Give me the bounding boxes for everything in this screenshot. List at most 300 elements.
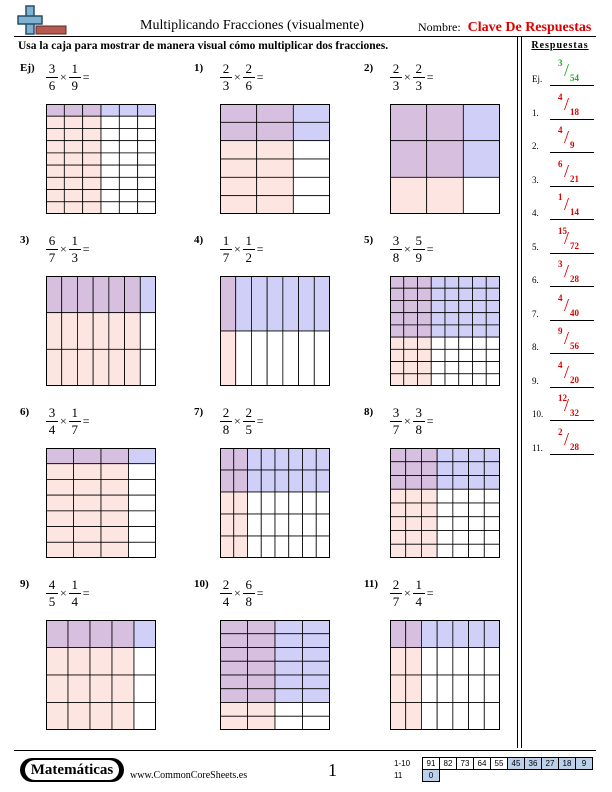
second-fraction <box>413 578 425 608</box>
grid-cell <box>77 313 93 350</box>
grid-cell <box>220 703 248 717</box>
grid-cell <box>275 661 303 675</box>
grid-cell <box>220 470 234 492</box>
grid-cell <box>257 159 294 177</box>
second-fraction <box>413 234 425 264</box>
grid-cell <box>418 337 432 349</box>
denominator: 9 <box>71 77 79 93</box>
grid-cell <box>101 104 119 116</box>
answer-line[interactable] <box>550 219 594 220</box>
grid-cell <box>261 536 275 558</box>
grid-cell <box>390 288 404 300</box>
grid-cell <box>390 648 406 676</box>
grid-cell <box>119 190 137 202</box>
grid-cell <box>404 288 418 300</box>
grid-cell <box>293 104 330 122</box>
grid-cell <box>101 177 119 189</box>
answer-label: 4. <box>532 208 539 218</box>
denominator: 4 <box>222 593 230 609</box>
grid-cell <box>64 177 82 189</box>
grid-cell <box>390 476 406 490</box>
grid-cell <box>390 517 406 531</box>
numerator: 2 <box>220 406 232 422</box>
grid-cell <box>437 531 453 545</box>
grid-cell <box>101 527 129 543</box>
grid-cell <box>437 517 453 531</box>
answer-line[interactable] <box>550 420 594 421</box>
grid-cell <box>390 177 427 214</box>
grid-cell <box>68 620 90 648</box>
grid-cell <box>404 300 418 312</box>
grid-cell <box>129 542 157 558</box>
grid-cell <box>418 374 432 386</box>
grid-cell <box>138 190 156 202</box>
denominator: 6 <box>48 77 56 93</box>
grid-cell <box>431 337 445 349</box>
area-model-grid[interactable] <box>390 620 500 730</box>
area-model-grid[interactable] <box>46 448 156 558</box>
grid-cell <box>390 362 404 374</box>
answer-numerator: 1 <box>558 192 563 202</box>
grid-cell <box>275 675 303 689</box>
answer-label: 8. <box>532 342 539 352</box>
grid-cell <box>83 128 101 140</box>
grid-cell <box>248 703 276 717</box>
grid-cell <box>473 337 487 349</box>
grid-cell <box>112 648 134 676</box>
answer-denominator: 40 <box>570 307 579 318</box>
grid-cell <box>93 313 109 350</box>
area-model-grid[interactable] <box>46 620 156 730</box>
answer-line[interactable] <box>550 253 594 254</box>
fraction-slash: / <box>564 160 570 181</box>
grid-cell <box>275 492 289 514</box>
first-fraction <box>220 578 232 608</box>
grid-cell <box>303 514 317 536</box>
grid-cell <box>46 648 68 676</box>
grid-cell <box>64 153 82 165</box>
grid-cell <box>138 165 156 177</box>
grid-cell <box>427 177 464 214</box>
grid-cell <box>138 141 156 153</box>
grid-cell <box>248 648 276 662</box>
grid-cell <box>303 716 331 730</box>
problem-number: 10) <box>194 578 209 590</box>
denominator: 8 <box>415 421 423 437</box>
grid-cell <box>316 514 330 536</box>
first-fraction <box>390 234 402 264</box>
grid-cell <box>125 276 141 313</box>
equals-sign: = <box>426 413 434 428</box>
grid-cell <box>289 536 303 558</box>
first-fraction <box>46 234 58 264</box>
answer-denominator: 18 <box>570 106 579 117</box>
grid-cell <box>293 141 330 159</box>
grid-cell <box>46 675 68 703</box>
grid-cell <box>64 116 82 128</box>
grid-cell <box>459 374 473 386</box>
grid-cell <box>316 470 330 492</box>
fraction-expression <box>46 406 92 436</box>
grid-cell <box>445 313 459 325</box>
grid-cell <box>236 276 252 331</box>
denominator: 8 <box>392 249 400 265</box>
grid-cell <box>77 276 93 313</box>
grid-cell <box>445 337 459 349</box>
answer-denominator: 9 <box>570 140 575 150</box>
problem-10 <box>194 578 354 748</box>
area-model-grid[interactable] <box>390 276 500 386</box>
fraction-slash: / <box>564 93 570 114</box>
grid-cell <box>46 479 74 495</box>
equals-sign: = <box>82 585 90 600</box>
denominator: 8 <box>222 421 230 437</box>
answer-row <box>532 125 596 155</box>
area-model-grid[interactable] <box>220 104 330 214</box>
numerator: 2 <box>220 578 232 594</box>
answer-fraction <box>556 393 586 419</box>
grid-cell <box>275 648 303 662</box>
fraction-slash: / <box>564 361 570 382</box>
grid-cell <box>453 675 469 703</box>
score-cell: 45 <box>508 758 525 770</box>
grid-cell <box>486 325 500 337</box>
answer-denominator: 20 <box>570 374 579 385</box>
denominator: 4 <box>48 421 56 437</box>
grid-cell <box>134 648 156 676</box>
first-fraction <box>390 406 402 436</box>
grid-cell <box>463 177 500 214</box>
grid-cell <box>267 331 283 386</box>
denominator: 7 <box>392 421 400 437</box>
grid-cell <box>404 313 418 325</box>
grid-cell <box>220 634 248 648</box>
answer-numerator: 15 <box>558 225 567 236</box>
grid-cell <box>289 470 303 492</box>
grid-cell <box>484 462 500 476</box>
grid-cell <box>421 462 437 476</box>
grid-cell <box>129 464 157 480</box>
answer-denominator: 54 <box>570 73 579 83</box>
grid-cell <box>275 514 289 536</box>
grid-cell <box>484 620 500 648</box>
grid-cell <box>418 276 432 288</box>
grid-cell <box>418 349 432 361</box>
numerator: 2 <box>390 62 402 78</box>
grid-cell <box>234 536 248 558</box>
grid-cell <box>469 489 485 503</box>
grid-cell <box>83 177 101 189</box>
answer-label: 5. <box>532 241 539 252</box>
grid-cell <box>248 620 276 634</box>
grid-cell <box>109 349 125 386</box>
grid-cell <box>275 634 303 648</box>
numerator: 1 <box>243 234 255 250</box>
grid-cell <box>101 495 129 511</box>
grid-cell <box>390 337 404 349</box>
grid-cell <box>261 448 275 470</box>
grid-cell <box>316 536 330 558</box>
grid-cell <box>64 141 82 153</box>
answer-label: 9. <box>532 375 539 386</box>
answer-line[interactable] <box>550 387 594 388</box>
grid-cell <box>220 620 248 634</box>
grid-cell <box>406 531 422 545</box>
grid-cell <box>431 374 445 386</box>
second-fraction <box>243 234 255 264</box>
times-sign: × <box>234 69 241 84</box>
grid-cell <box>418 325 432 337</box>
grid-cell <box>431 300 445 312</box>
grid-cell <box>484 531 500 545</box>
grid-cell <box>119 202 137 214</box>
grid-cell <box>46 464 74 480</box>
grid-cell <box>46 276 62 313</box>
grid-cell <box>404 325 418 337</box>
answer-line[interactable] <box>550 320 594 321</box>
area-model-grid[interactable] <box>390 104 500 214</box>
grid-cell <box>251 276 267 331</box>
score-row-label: 1-10 <box>394 759 411 768</box>
grid-cell <box>248 448 262 470</box>
fraction-slash: / <box>564 127 570 147</box>
answer-line[interactable] <box>550 454 594 455</box>
grid-cell <box>463 104 500 141</box>
grid-cell <box>46 128 64 140</box>
grid-cell <box>138 128 156 140</box>
grid-cell <box>484 517 500 531</box>
times-sign: × <box>60 413 67 428</box>
second-fraction <box>243 578 255 608</box>
grid-cell <box>427 141 464 178</box>
grid-cell <box>293 159 330 177</box>
problem-5 <box>364 234 524 404</box>
answer-line[interactable] <box>550 85 594 86</box>
problem-2 <box>364 62 524 232</box>
score-row <box>394 758 593 770</box>
grid-cell <box>469 476 485 490</box>
grid-cell <box>138 202 156 214</box>
grid-cell <box>453 648 469 676</box>
grid-cell <box>220 689 248 703</box>
fraction-slash: / <box>564 428 570 449</box>
grid-cell <box>220 122 257 140</box>
area-model-grid[interactable] <box>220 448 330 558</box>
answer-key-label: Clave De Respuestas <box>467 20 592 35</box>
grid-cell <box>453 703 469 731</box>
grid-cell <box>112 675 134 703</box>
grid-cell <box>453 503 469 517</box>
grid-cell <box>140 276 156 313</box>
grid-cell <box>421 503 437 517</box>
grid-cell <box>257 196 294 214</box>
subject-badge <box>20 758 124 782</box>
grid-cell <box>64 202 82 214</box>
fraction-expression <box>46 578 92 608</box>
answer-line[interactable] <box>550 286 594 287</box>
grid-cell <box>234 514 248 536</box>
grid-cell <box>404 362 418 374</box>
grid-cell <box>437 675 453 703</box>
first-fraction <box>390 578 402 608</box>
times-sign: × <box>404 413 411 428</box>
grid-cell <box>251 331 267 386</box>
grid-cell <box>220 492 234 514</box>
answer-line[interactable] <box>550 353 594 354</box>
grid-cell <box>138 116 156 128</box>
grid-cell <box>83 116 101 128</box>
grid-cell <box>138 153 156 165</box>
score-cell: 55 <box>491 758 508 770</box>
grid-cell <box>303 492 317 514</box>
grid-cell <box>46 527 74 543</box>
grid-cell <box>303 620 331 634</box>
grid-cell <box>303 634 331 648</box>
answer-row <box>532 393 596 423</box>
fraction-slash: / <box>564 60 570 80</box>
grid-cell <box>314 331 330 386</box>
grid-cell <box>453 462 469 476</box>
grid-cell <box>74 511 102 527</box>
times-sign: × <box>60 241 67 256</box>
grid-cell <box>459 337 473 349</box>
grid-cell <box>101 542 129 558</box>
grid-cell <box>83 141 101 153</box>
numerator: 3 <box>390 234 402 250</box>
grid-cell <box>275 620 303 634</box>
grid-cell <box>303 448 317 470</box>
times-sign: × <box>404 585 411 600</box>
score-cell: 27 <box>542 758 559 770</box>
grid-cell <box>469 620 485 648</box>
grid-cell <box>445 288 459 300</box>
answer-line[interactable] <box>550 186 594 187</box>
denominator: 6 <box>245 77 253 93</box>
grid-cell <box>74 527 102 543</box>
grid-cell <box>119 165 137 177</box>
first-fraction <box>220 234 232 264</box>
grid-cell <box>293 196 330 214</box>
grid-cell <box>390 620 406 648</box>
denominator: 5 <box>245 421 253 437</box>
grid-cell <box>46 313 62 350</box>
grid-cell <box>418 288 432 300</box>
grid-cell <box>421 675 437 703</box>
area-model-grid[interactable] <box>46 104 156 214</box>
numerator: 1 <box>69 578 81 594</box>
grid-cell <box>390 141 427 178</box>
times-sign: × <box>404 241 411 256</box>
score-cell: 18 <box>559 758 576 770</box>
grid-cell <box>473 288 487 300</box>
grid-cell <box>299 276 315 331</box>
grid-cell <box>140 349 156 386</box>
grid-cell <box>390 675 406 703</box>
times-sign: × <box>60 69 67 84</box>
grid-cell <box>248 689 276 703</box>
area-model-grid[interactable] <box>220 276 330 386</box>
grid-cell <box>469 544 485 558</box>
grid-cell <box>406 675 422 703</box>
first-fraction <box>220 406 232 436</box>
grid-cell <box>421 476 437 490</box>
problem-6 <box>20 406 180 576</box>
website-link[interactable]: www.CommonCoreSheets.es <box>130 770 248 781</box>
header-divider <box>14 36 596 37</box>
grid-cell <box>46 620 68 648</box>
grid-cell <box>437 703 453 731</box>
answer-row <box>532 360 596 390</box>
score-cell: 0 <box>423 770 440 782</box>
grid-cell <box>469 703 485 731</box>
grid-cell <box>257 177 294 195</box>
grid-cell <box>390 300 404 312</box>
grid-cell <box>236 331 252 386</box>
answer-numerator: 4 <box>558 91 563 102</box>
grid-cell <box>257 104 294 122</box>
denominator: 7 <box>71 421 79 437</box>
score-cell: 64 <box>474 758 491 770</box>
grid-cell <box>303 689 331 703</box>
numerator: 4 <box>46 578 58 594</box>
grid-cell <box>293 177 330 195</box>
grid-cell <box>316 492 330 514</box>
grid-cell <box>453 489 469 503</box>
grid-cell <box>248 514 262 536</box>
grid-cell <box>46 153 64 165</box>
area-model-grid[interactable] <box>220 620 330 730</box>
problem-number: 4) <box>194 234 204 246</box>
grid-cell <box>390 349 404 361</box>
fraction-expression <box>220 234 266 264</box>
grid-cell <box>406 703 422 731</box>
grid-cell <box>248 492 262 514</box>
grid-cell <box>261 514 275 536</box>
grid-cell <box>469 675 485 703</box>
grid-cell <box>469 462 485 476</box>
grid-cell <box>74 479 102 495</box>
answer-label: 1. <box>532 107 539 118</box>
grid-cell <box>90 648 112 676</box>
answer-label: Ej. <box>532 74 543 84</box>
grid-cell <box>101 153 119 165</box>
problem-number: 5) <box>364 234 374 246</box>
equals-sign: = <box>426 241 434 256</box>
area-model-grid[interactable] <box>390 448 500 558</box>
page-number: 1 <box>328 760 337 780</box>
grid-cell <box>74 464 102 480</box>
grid-cell <box>101 464 129 480</box>
first-fraction <box>46 578 58 608</box>
name-field <box>418 20 591 36</box>
answer-line[interactable] <box>550 119 594 120</box>
grid-cell <box>431 276 445 288</box>
fraction-expression <box>220 578 266 608</box>
answer-label: 3. <box>532 174 539 185</box>
answer-line[interactable] <box>550 152 594 153</box>
grid-cell <box>129 527 157 543</box>
grid-cell <box>486 313 500 325</box>
grid-cell <box>473 276 487 288</box>
area-model-grid[interactable] <box>46 276 156 386</box>
denominator: 9 <box>415 249 423 265</box>
grid-cell <box>421 620 437 648</box>
fraction-slash: / <box>564 294 570 315</box>
answer-label: 6. <box>532 275 539 285</box>
grid-cell <box>248 675 276 689</box>
grid-cell <box>101 165 119 177</box>
fraction-expression <box>390 62 436 92</box>
